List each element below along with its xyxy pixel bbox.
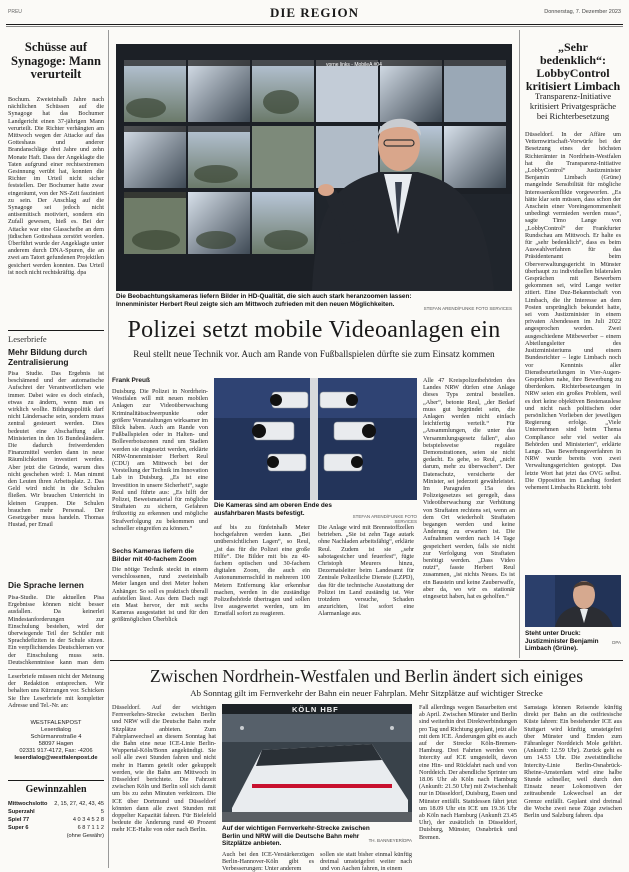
right-article-body: Düsseldorf. In der Affäre um Vetternwirtschaft-Vorwürfe bei der Besetzung eines der höchsten Richterämter in Nordrhein-Westfalen hat die Transparenz-Initiative „LobbyControl“ Justizminister Benjamin Limbach (Grüne) mangelnde Sensibilität für mögliche Interessenkonflikte vorgeworfen. „Es hätte klar sein müssen, dass schon der Anschein einer Voreingenommenheit unbedingt vermieden werden muss“, sagte Timo Lange von „LobbyControl“ der Frankfurter Rundschau am Mittwoch. Er halte es für „sehr bedenklich“, dass es beim Auswahlverfahren für das Präsidentenamt beim Oberverwaltungsgericht in Münster überhaupt zu individuellen bilateralen Gesprächen mit Bewerbern gekommen sei, wird Lange weiter zitiert. Eine Duz-Bekanntschaft von Limbach, die ihr Interesse an dem Posten ursprünglich bekundet hatte, sei vom Justizminister in einem privaten Abendessen im Juli 2022 angesprochen worden. Zwei ausgeschiedene Mitbewerber – einem Abteilungsleiter des Justizministeriums und einem Bundesrichter – legte Limbach noch vor Kenntnis aller Dienstbeurteilungen in Vier-Augen-Gesprächen nahe, ihre Bewerbung zu überdenken. Richterbesetzungen in NRW seien ein großes Problem, weil es dort keine objektiven Bestenauslese und nicht nach politischen oder persönlichen Vorlieben der jeweiligen Regierung erfolge. „Viele Unternehmen sind beim Thema Compliance sehr viel weiter als Behörden und Ministerien“, erklärte Lange. Das Bewerbungsverfahren in NRW wurde bereits von zwei Verwaltungsgerichten gestoppt. Das letzte Wort hat jetzt das OVG selbst. Die Opposition im Landtag fordert vehement Limbachs Rücktritt. tobi bbox=[525, 131, 621, 491]
bottom-subheadline: Ab Sonntag gilt im Fernverkehr der Bahn ein neuer Fahrplan. Mehr Sitzplätze auf wichtiger Strecke bbox=[190, 688, 543, 698]
address-email[interactable]: leserdialog@westfalenpost.de bbox=[14, 755, 98, 761]
main-photo bbox=[116, 44, 512, 291]
address-line: Schürmannstraße 4 bbox=[30, 734, 82, 740]
address-line: WESTFALENPOST bbox=[30, 720, 82, 726]
bottom-col2a: Auch bei den ICE-Verstärkerzügen Berlin-Hannover-Köln gibt es Verbesserungen: Unter anderem bbox=[222, 851, 314, 872]
station-sign: KÖLN HBF bbox=[292, 705, 339, 714]
author-line: Frank Preuß bbox=[112, 377, 150, 384]
camera-mast-illustration bbox=[214, 378, 417, 500]
address-line: Leserdialog bbox=[41, 727, 71, 733]
right-headline: „Sehr bedenklich“: LobbyControl kritisiert Limbach bbox=[525, 40, 621, 93]
train-photo bbox=[222, 704, 412, 822]
section-title: DIE REGION bbox=[269, 5, 360, 20]
issue-date: Donnerstag, 7. Dezember 2023 bbox=[544, 9, 621, 15]
lotto-value: (ohne Gewähr) bbox=[66, 833, 104, 839]
main-photo-credit: STEFAN AREND/FUNKE FOTO SERVICES bbox=[423, 306, 512, 311]
address-line: 02331 917-4172, Fax: -4206 bbox=[19, 748, 93, 754]
lotto-row bbox=[8, 824, 104, 832]
lotto-value: 5 bbox=[100, 809, 104, 815]
letters-note: Leserbriefe müssen nicht der Meinung der Redaktion entsprechen. Wir behalten uns Kürzungen vor. Schicken Sie Ihre Leserbriefe mit kompletter Adresse und Tel.-Nr. an: bbox=[8, 673, 104, 709]
lotto-row bbox=[8, 816, 104, 824]
ice-train-illustration bbox=[222, 704, 412, 822]
limbach-photo bbox=[525, 575, 621, 627]
col-rule-right bbox=[519, 30, 520, 658]
lotto-value: 4 0 3 4 5 2 8 bbox=[72, 817, 104, 823]
lotto-value: 6 8 7 1 1 2 bbox=[77, 825, 104, 831]
screen-label: vorne links - MobileA #04 bbox=[326, 62, 382, 68]
limbach-credit: DPA bbox=[612, 640, 621, 645]
main-col1: Duisburg. Die Polizei in Nordrhein-Westfalen will mit neuen mobilen Anlagen zur Videoüberwachung Kriminalitätsschwerpunkte oder größere Veranstaltungen wirksamer im Blick haben. Auch am Rande von Fußballspielen oder in Halten- und Bolleverbotszonen rund um Stadien werden sie eingesetzt werden, erklärte NRW-Innenminister Herbert Reul (CDU) am Mittwoch bei der Vorstellung der Technik im Innovation Lab in Duisburg. „Es ist eine Investition in unsere Sicherheit“, sagte Reul und führte aus: „Es hilft der Polizei, Beweismaterial für mögliche Straftaten zu sichern, Gefahren frühzeitig zu erkennen und mögliche Strafverfolgung zu bekommen und schneller eingreifen zu können.“ bbox=[112, 388, 208, 532]
lotto-label: Super 6 bbox=[8, 825, 29, 831]
main-col4: Alle 47 Kreispolizeibehörden des Landes NRW dürfen eine Anlage dieses Typs zentral bestellen. „Aber“, betonte Reul, „der Bedarf muss gut begründet sein, die Anlagen werden nicht einfach leichtfertig verteilt.“ Für „Ansammlungen, die unter das Versammlungsgesetz fallen“, also beispielsweise reguläre Demonstrationen, seien sie nicht gedacht. Es gehe, so Reul, „nicht darum, mehr zu überwachen“. Der Datenschutz, versicherte der Minister, sei jederzeit gewährleistet. Im Paragrafen 15a des Polizeigesetzes sei geregelt, dass Videoüberwachung zur Verhütung von Straftaten rechtens sei, wenn an dem Ort wiederholt Straftaten begangen werden und keine Änderung zu erwarten ist. Die Aufnahmen werden nach 14 Tage gespeichert werden, falls sie nicht zur Verfolgung von Straftaten benötigt werden. „Dass Video nutzt“, fasste Herbert Reul zusammen, „ist nichts Neues. Es ist ein Baustein und keine Zauberwaffe, aber da, wo wir es stationär eingesetzt haben, hat es geholfen.“ bbox=[423, 377, 515, 601]
lotto-heading: Gewinnzahlen bbox=[25, 784, 87, 795]
lotto-label: Superzahl bbox=[8, 809, 35, 815]
limbach-caption: Steht unter Druck: Justizminister Benjamin Limbach (Grüne). bbox=[525, 630, 599, 653]
video-wall-illustration bbox=[116, 44, 512, 291]
letters-note-rule bbox=[8, 669, 104, 670]
lotto-row bbox=[8, 832, 104, 840]
camera-photo-credit: STEFAN AREND/FUNKE FOTO SERVICES bbox=[352, 514, 417, 524]
address-block bbox=[8, 720, 104, 762]
leserbriefe-rule bbox=[8, 330, 104, 331]
lotto-row bbox=[8, 800, 104, 808]
bottom-col2b: sollen sie statt bisher einmal künftig dreimal umsteigefrei weiter nach und von Aachen fahren, in einem bbox=[320, 851, 412, 872]
lotto-label: Mittwochslotto bbox=[8, 801, 48, 807]
bottom-col4: Samstags können Reisende künftig direkt per Bahn an die ostfriesische Küste fahren: Ein bestehender ICE aus Stuttgart wird künftig umsteigefrei über Münster und Emden zum Fähranleger Norddeich Mole geführt. (Ankunft: 12.59 Uhr). Zurück geht es um 14.53 Uhr. Die zweistündliche Intercity-Linie Berlin-Osnabrück-Rheine-Amsterdam wird eine halbe Stunde schneller, weil durch den Einsatz neuer Lokomotiven der zeitraubende Lokwechsel an der Grenze entfällt. Geplant sind dreimal die Woche zwei neue Züge zwischen Berlin und Salzburg fahren. dpa bbox=[524, 704, 622, 820]
main-col2: auf bis zu fünfeinhalb Meter hochgefahren werden kann. „Bei unübersichtlichen Lagen“, so Reul, „ist das für die Polizei eine große Hilfe“. Die Bilder mit bis zu 40-fachem optischen und 30-fachem digitalen Zoom, die auch ein Autonummernschild in mehreren 100 Metern Entfernung klar erkennbar machen, werden in die zuständige Polizeibehörde übertragen und sollen live ausgewertet werden, um im Ernstfall sofort zu reagieren. bbox=[214, 524, 310, 618]
bottom-headline: Zwischen Nordrhein-Westfalen und Berlin ändert sich einiges bbox=[149, 666, 584, 686]
main-photo-caption: Die Beobachtungskameras liefern Bilder in HD-Qualität, die sich auch stark heranzoomen lassen: Innenminister Herbert Reul zeigte sich am Mittwoch zufrieden mit den neuen Möglichkeiten. bbox=[116, 293, 412, 308]
main-col1-subhead: Sechs Kameras liefern die Bilder mit 40-fachem Zoom bbox=[112, 548, 197, 563]
train-photo-credit: TH. BANNEYER/DPA bbox=[368, 838, 412, 843]
col-rule-left bbox=[108, 30, 109, 868]
masthead-rule-2 bbox=[6, 26, 623, 27]
left-article-body: Bochum. Zweieinhalb Jahre nach nächtlichen Schüssen auf die Synagoge hat das Bochumer Landgericht einen 37-jährigen Mann verurteilt. Die Richter verhängten am Mittwoch wegen der Attacke auf das Gotteshaus und anderer Brandanschläge drei Jahre und zehn Monate Haft. Dass der Angeklagte die Taten aufgrund einer rechtsextremen Gesinnung verübt hat, konnten die Richter im Urteil nicht sicher feststellen. Der Bochumer hatte zwar eingeräumt, von der NS-Zeit fasziniert zu sein. Der Anschlag auf die Synagoge sei jedoch nicht antisemitisch motiviert, sondern ein Zufall gewesen, hieß es. Bei der Attacke war eine Glasscheibe an dem jüdischen Gotteshaus zerstört worden. Überführt wurde der Angeklagte unter anderem durch DNA-Spuren, die an zwei am Tatort gefundenen Projektilen gesichert werden konnten. Das Urteil ist noch nicht rechtskräftig. dpa bbox=[8, 96, 104, 276]
page-tag: PREU bbox=[8, 9, 22, 15]
letter1-body: Pisa Studie. Das Ergebnis ist beschämend und der automatische Aufschrei der Verantwortlichen wie immer. Dabei wäre es doch einfach, etwas zu ändern, wenn man es wirklich wollte. Bildungspolitik darf nicht Ländersache sein, sondern muss zentral gesteuert werden. Dies bedeutet eine Abschaffung aller Ministerien in den 16 Bundesländern. Die dadurch freiwerdenden Finanzmittel werden dann in neue Räumlichkeiten investiert werden. Aber jetzt die Gründe, warum dies nicht geschehen wird: 1. Man nimmt den Leuten ihren Arbeitsplatz. 2. Das Geld wird nicht in die Schulen fließen. Wir brauchen Unterricht in kleinen Gruppen. Die Schulen brauchen mehr Personal. Der Gesetzgeber muss handeln. Thomas Hustad, per Email bbox=[8, 370, 104, 529]
lotto-value: 2, 15, 27, 42, 43, 45 bbox=[54, 801, 104, 807]
lotto-row bbox=[8, 808, 104, 816]
limbach-portrait bbox=[525, 575, 621, 627]
leserbriefe-heading: Leserbriefe bbox=[8, 334, 47, 344]
bottom-article-rule bbox=[110, 660, 623, 661]
letter2-title: Die Sprache lernen bbox=[8, 580, 84, 590]
lotto-table bbox=[8, 800, 104, 840]
main-headline: Polizei setzt mobile Videoanlagen ein bbox=[127, 317, 501, 343]
lotto-rule bbox=[8, 780, 104, 781]
train-photo-caption: Auf der wichtigen Fernverkehr-Strecke zwischen Berlin und NRW will die Deutsche Bahn mehr Sitzplätze anbieten. bbox=[222, 825, 370, 848]
masthead-rule bbox=[6, 24, 623, 25]
bottom-col3: Fall allerdings wegen Bauarbeiten erst ab April. Zwischen Münster und Berlin sind weiterhin drei Direktverbindungen pro Tag und Richtung geplant, jetzt alle mit dem ICE. Änderungen gibt es auch auf der Strecke Köln-Bremen-Hamburg. Drei Fahrten werden von Intercity auf ICE umgestellt, davon eine Hin- und Rückfahrt nach und von Norddeich. Der abendliche Sprinter um 18.06 Uhr ab Köln nach Hamburg (Ankunft: 21.50 Uhr) mit Zwischenhalt nur in Düsseldorf, Duisburg, Essen und Münster entfällt. Stattdessen fährt jetzt um 18.09 Uhr ein ICE um 19.36 Uhr ab Köln nach Hamburg (Ankunft 23.45 Uhr), der zusätzlich in Düsseldorf, Duisburg, Münster, Osnabrück und Bremen. bbox=[419, 704, 517, 841]
address-line: 58097 Hagen bbox=[38, 741, 74, 747]
main-col1b: Die nötige Technik steckt in einem verschlossenen, rund zweieinhalb Meter langen und drei Meter hohen Anhänger. So soll es praktisch überall aufstellen lässt. Aus dem Dach ragt ein Mast hervor, der mit sechs Kameras ausgestattet ist und für den größtmöglichen Überblick bbox=[112, 566, 208, 624]
main-subheadline: Reul stellt neue Technik vor. Auch am Rande von Fußballspielen dürfte sie zum Einsatz kommen bbox=[133, 350, 495, 360]
camera-photo-caption: Die Kameras sind am oberen Ende des ausfahrbaren Masts befestigt. bbox=[214, 502, 332, 517]
letter1-title: Mehr Bildung durch Zentralisierung bbox=[8, 347, 88, 367]
left-headline: Schüsse auf Synagoge: Mann verurteilt bbox=[11, 40, 101, 81]
bottom-col1: Düsseldorf. Auf der wichtigen Fernverkehrs-Strecke zwischen Berlin und NRW will die Deutsche Bahn mehr Sitzplätze anbieten. Zum Fahrplanwechsel an diesem Sonntag hat die Bahn eine neue ICE-Linie Berlin-Wuppertal-Köln/Bonn angekündigt. Sie soll alle zwei Stunden fahren und nicht mehr in Hamm geteilt oder gekuppelt werden, wie die Bahn am Mittwoch in Düsseldorf berichtete. Die Fahrzeit zwischen Köln und Berlin soll sich damit um bis zu zehn Minuten verkürzen. Die ICE über Dortmund und Düsseldorf könnten dann alle zwei Stunden mit doppelter Kapazität fahren. Für Bielefeld bedeute die Änderung rund 40 Prozent mehr ICE-Halte von oder nach Berlin. bbox=[112, 704, 216, 834]
right-subheadline: Transparenz-Initiative kritisiert Privatgespräche bei Richterbesetzung bbox=[529, 91, 617, 121]
main-col3: Die Anlage wird mit Brennstoffzellen betrieben. „Sie ist zehn Tage autark ohne Nachladen arbeitsfähig“, erklärte Reul. Zudem ist sie „sehr sabotagesicher und feuerfest“, fügte Christoph Meurers hinzu, Dezernatsleiter beim Landesamt für Zentrale Polizeiliche Dienste (LZPD), das für die technische Ausstattung der Polizei im Land zuständig ist. Wer trotzdem versuche, Schaden anzurichten, löst sofort eine Alarmanlage aus. bbox=[318, 524, 414, 618]
lotto-label: Spiel 77 bbox=[8, 817, 30, 823]
letter2-body: Pisa-Studie. Die aktuellen Pisa Ergebnisse können nicht besser ausfallen. Da keinerlei Mindestanforderungen zur Einschulung bestehen, wird der überwiegende Teil der Schüler mit Sprachdefiziten in der Schule sitzen. Ein verpflichtendes Deutschlernen vor der Einschulung muss sein. Deutschkenntnisse kann man dem bbox=[8, 594, 104, 666]
camera-photo bbox=[214, 378, 417, 500]
